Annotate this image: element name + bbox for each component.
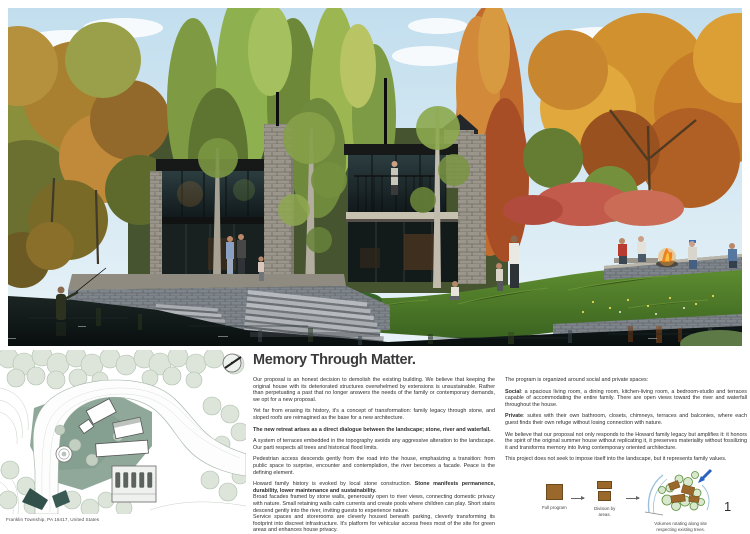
paragraph: The program is organized around social and private spaces: [505,377,649,383]
north-arrow-icon [223,354,241,372]
paragraph: Social: a spacious living room, a dining room, kitchen-living room, a bedroom-studio and terraces capable of accommodating the entire family. There are open views toward the river and waterfall throughout the house. [505,388,747,408]
hero-rendering [8,8,742,346]
page-title: Memory Through Matter. [253,352,416,368]
paragraph: The new retreat arises as a direct dialogue between the landscape; stone, river and waterfall. [253,426,491,433]
paragraph: We believe that our proposal not only responds to the Howard family legacy but amplifies it: it honors the spirit of the original summer house without replicating it, it preserves materiality without fossilizing it and transforms memory into living contemporary oriented architecture. [505,431,747,451]
paragraph: Our proposal is an honest decision to demolish the existing building. We believe that keeping the original house with its deteriorated structures overwhelmed by extensions is unsustainable. Rather than perpetuating a past that no longer answers the needs of the family or contemporary demands, we opt for a new proposal. [253,377,495,403]
arrow-right-icon [626,498,639,499]
intro-column-left [253,377,495,534]
diagram-label: Volumes rotating along site respecting existing trees. [654,521,708,532]
arrow-right-icon [571,498,584,499]
division-volumes [597,481,612,501]
waterfall-arrow-icon [698,470,711,483]
diagram-step-volumes [643,468,719,532]
diagram-label: Division by areas. [594,506,616,517]
paragraph: This project does not seek to impose itself into the landscape, but it represents family values. [505,456,727,463]
paragraph: Pedestrian access descends gently from the road into the house, emphasizing a transition: from public space to surprise, encounter and contemplation, the river becomes a facade. Peace is the defining element. [253,456,495,476]
paragraph: Howard family history is evoked by local stone construction. Stone manifests permanence, durability, lower maintenance and sustainability. [253,481,495,494]
paragraph: A system of terraces embedded in the topography avoids any aggressive alteration to the landscape. Our parti respects all trees and historical flood limits. [253,438,495,451]
paragraph: Broad facades framed by stone walls, generously open to river views, connecting domestic privacy with nature. Small retaining walls calm currents and create pools where children can play. Short stairs descend gently into the river, inviting guests to experience nature. [253,494,495,514]
full-program-volume [546,484,563,500]
plan-spa-circle [56,446,72,462]
diagram-step-division [588,468,622,517]
paragraph: Yet far from erasing its history, it's a concept of transformation: family legacy through stone, and sloped roofs are reimagined as the base for a new architecture. [253,408,495,421]
diagram-step-full-program [542,468,567,511]
paragraph: Private: suites with their own bathroom, closets, chimneys, terraces and balconies, where each guest finds their own refuge without losing connection with nature. [505,413,747,426]
paragraph: Service spaces and storerooms are cleverly housed beneath parking, cleverly transforming its footprint into discreet infrastructure. It's platform for vehicular access frees most of the site for green areas and enhances house privacy. [253,514,495,534]
diagram-sketch [643,468,719,516]
diagram-label: Full program [542,505,567,510]
process-diagram [542,468,734,532]
location-caption: Franklin Township, PA 16417, United States [6,517,100,522]
site-plan-drawing [0,350,246,514]
page-number: 1 [724,499,732,514]
